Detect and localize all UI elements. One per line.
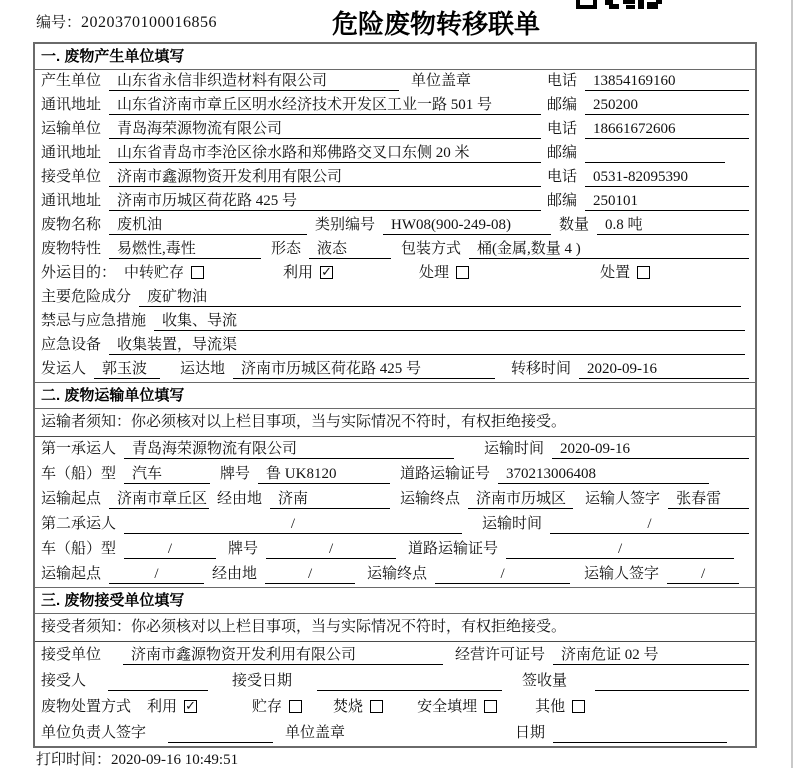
row-vehicle2 [35, 537, 755, 562]
checkbox-checked-icon: ✓ [321, 265, 332, 280]
transporter-notice: 运输者须知：你必须核对以上栏目事项，当与实际情况不符时，有权拒绝接受。 [35, 409, 755, 437]
hazard-field: 废矿物油 [139, 288, 741, 307]
waste-name-field: 废机油 [109, 216, 307, 235]
shipper-label: 发运人 [41, 361, 87, 377]
destination-label: 运达地 [180, 361, 226, 377]
vehicle1-field: 汽车 [124, 465, 210, 484]
form-field: 液态 [309, 240, 391, 259]
road-permit-label: 道路运输证号 [408, 541, 499, 557]
doc-number-value: 2020370100016856 [81, 14, 218, 31]
checkbox-icon [370, 700, 383, 713]
checkbox-label: 利用 [147, 699, 178, 715]
transfer-time-field: 2020-09-16 [579, 360, 749, 379]
zip-label: 邮编 [547, 145, 578, 161]
category-label: 类别编号 [315, 217, 376, 233]
receive-person-label: 接受人 [41, 673, 87, 689]
doc-number [36, 11, 217, 32]
carrier-sign2-field: / [667, 565, 739, 584]
endpoint-label: 运输终点 [367, 566, 428, 582]
checkbox-icon [637, 266, 650, 279]
producer-phone-field: 13854169160 [585, 72, 749, 91]
received-amount-label: 签收量 [522, 673, 568, 689]
checkbox-icon [484, 700, 497, 713]
unit-seal-label: 单位盖章 [285, 725, 346, 741]
row-waste-name [35, 214, 755, 238]
transport-time2-field: / [550, 515, 749, 534]
section2-header: 二. 废物运输单位填写 [35, 382, 755, 409]
checkbox-icon [572, 700, 585, 713]
row-receive-person [35, 668, 755, 694]
checkbox-label: 处置 [600, 265, 631, 281]
print-time-label: 打印时间： [36, 752, 112, 768]
destination-field: 济南市历城区荷花路 425 号 [233, 360, 495, 379]
endpoint2-field: / [435, 565, 570, 584]
carrier2-field: / [124, 515, 462, 534]
section1-header: 一. 废物产生单位填写 [35, 44, 755, 70]
taboo-label: 禁忌与应急措施 [41, 313, 147, 329]
qr-code-fragment-icon [576, 0, 662, 9]
license-label: 经营许可证号 [455, 647, 546, 663]
responsible-sign-field [168, 724, 273, 743]
checkbox-checked-icon: ✓ [185, 699, 196, 714]
seal-date-field [553, 724, 727, 743]
transporter-zip-field [585, 144, 725, 163]
road-permit1-field: 370213006408 [498, 465, 709, 484]
purpose-option-use [283, 264, 333, 283]
row-hazard [35, 286, 755, 310]
carrier-sign-label: 运输人签字 [584, 566, 660, 582]
receiver-address-field: 济南市历城区荷花路 425 号 [109, 192, 541, 211]
receive-date-label: 接受日期 [232, 673, 293, 689]
road-permit2-field: / [506, 540, 734, 559]
checkbox-icon [289, 700, 302, 713]
origin-label: 运输起点 [41, 566, 102, 582]
vehicle-type-label: 车（船）型 [41, 541, 117, 557]
packing-label: 包装方式 [401, 241, 462, 257]
checkbox-label: 中转贮存 [124, 265, 185, 281]
zip-label: 邮编 [547, 97, 578, 113]
plate-label: 牌号 [220, 466, 251, 482]
disposal-option-use [147, 698, 197, 717]
via2-field: / [265, 565, 355, 584]
receiver-phone-field: 0531-82095390 [585, 168, 749, 187]
plate2-field: / [266, 540, 396, 559]
transporter-address-field: 山东省青岛市李沧区徐水路和郑佛路交叉口东侧 20 米 [109, 144, 541, 163]
received-amount-field [595, 672, 749, 691]
road-permit-label: 道路运输证号 [400, 466, 491, 482]
origin2-field: / [109, 565, 204, 584]
shipper-field: 郭玉波 [94, 360, 160, 379]
disposal-option-storage [252, 698, 302, 717]
equipment-label: 应急设备 [41, 337, 102, 353]
endpoint-label: 运输终点 [400, 491, 461, 507]
waste-name-label: 废物名称 [41, 217, 102, 233]
receive-date-field [317, 672, 502, 691]
checkbox-icon [191, 266, 204, 279]
hazard-label: 主要危险成分 [41, 289, 132, 305]
quantity-label: 数量 [559, 217, 590, 233]
unit-seal-label: 单位盖章 [411, 73, 472, 89]
row-equipment [35, 334, 755, 358]
receive-unit-label: 接受单位 [41, 647, 102, 663]
checkbox-label: 焚烧 [333, 699, 364, 715]
checkbox-label: 其他 [535, 699, 566, 715]
purpose-label: 外运目的： [41, 265, 117, 281]
carrier1-label: 第一承运人 [41, 441, 117, 457]
plate1-field: 鲁 UK8120 [258, 465, 390, 484]
purpose-option-storage [124, 264, 204, 283]
receive-person-field [108, 672, 208, 691]
section-producer [35, 44, 755, 382]
row-transporter [35, 118, 755, 142]
via1-field: 济南 [270, 490, 390, 509]
page-edge-divider [791, 0, 793, 768]
page-title: 危险废物转移联单 [332, 9, 541, 39]
doc-number-label: 编号： [36, 15, 82, 31]
character-field: 易燃性,毒性 [109, 240, 261, 259]
section3-header: 三. 废物接受单位填写 [35, 587, 755, 614]
disposal-option-incineration [333, 698, 383, 717]
purpose-option-treat [419, 264, 469, 283]
print-time-value: 2020-09-16 10:49:51 [111, 752, 239, 768]
transporter-label: 运输单位 [41, 121, 102, 137]
row-carrier1 [35, 437, 755, 462]
checkbox-label: 处理 [419, 265, 450, 281]
address-label: 通讯地址 [41, 193, 102, 209]
checkbox-label: 安全填埋 [417, 699, 478, 715]
transport-time-label: 运输时间 [484, 441, 545, 457]
form-label: 形态 [271, 241, 302, 257]
disposal-option-other [535, 698, 585, 717]
responsible-sign-label: 单位负责人签字 [41, 725, 147, 741]
via-label: 经由地 [212, 566, 258, 582]
checkbox-label: 贮存 [252, 699, 283, 715]
row-producer-address [35, 94, 755, 118]
taboo-field: 收集、导流 [154, 312, 745, 331]
receive-unit-field: 济南市鑫源物资开发利用有限公司 [123, 646, 443, 665]
receiver-notice: 接受者须知：你必须核对以上栏目事项，当与实际情况不符时，有权拒绝接受。 [35, 614, 755, 642]
checkbox-icon [456, 266, 469, 279]
row-route2 [35, 562, 755, 587]
row-receive-unit [35, 642, 755, 668]
row-responsible-sign [35, 720, 755, 746]
row-route1 [35, 487, 755, 512]
carrier2-label: 第二承运人 [41, 516, 117, 532]
receiver-label: 接受单位 [41, 169, 102, 185]
character-label: 废物特性 [41, 241, 102, 257]
equipment-field: 收集装置，导流渠 [109, 336, 745, 355]
row-vehicle1 [35, 462, 755, 487]
transporter-phone-field: 18661672606 [585, 120, 749, 139]
transfer-time-label: 转移时间 [511, 361, 572, 377]
producer-address-field: 山东省济南市章丘区明水经济技术开发区工业一路 501 号 [109, 96, 541, 115]
via-label: 经由地 [217, 491, 263, 507]
carrier1-field: 青岛海荣源物流有限公司 [124, 440, 454, 459]
vehicle-type-label: 车（船）型 [41, 466, 117, 482]
row-taboo [35, 310, 755, 334]
row-producer [35, 70, 755, 94]
print-time [36, 748, 238, 768]
row-shipper [35, 358, 755, 382]
disposal-method-label: 废物处置方式 [41, 699, 132, 715]
checkbox-label: 利用 [283, 265, 314, 281]
section-transporter [35, 382, 755, 587]
transporter-field: 青岛海荣源物流有限公司 [109, 120, 541, 139]
row-transporter-address [35, 142, 755, 166]
origin1-field: 济南市章丘区 [109, 490, 209, 509]
row-receiver [35, 166, 755, 190]
origin-label: 运输起点 [41, 491, 102, 507]
purpose-option-dispose [600, 264, 650, 283]
address-label: 通讯地址 [41, 145, 102, 161]
row-purpose [35, 262, 755, 286]
zip-label: 邮编 [547, 193, 578, 209]
row-carrier2 [35, 512, 755, 537]
license-field: 济南危证 02 号 [553, 646, 749, 665]
manifest-form [33, 42, 757, 748]
category-field: HW08(900-249-08) [383, 216, 551, 235]
plate-label: 牌号 [228, 541, 259, 557]
address-label: 通讯地址 [41, 97, 102, 113]
producer-label: 产生单位 [41, 73, 102, 89]
producer-field: 山东省永信非织造材料有限公司 [109, 72, 399, 91]
phone-label: 电话 [547, 73, 578, 89]
row-waste-character [35, 238, 755, 262]
transport-time1-field: 2020-09-16 [552, 440, 749, 459]
packing-field: 桶(金属,数量 4 ) [469, 240, 749, 259]
carrier-sign-label: 运输人签字 [585, 491, 661, 507]
quantity-field: 0.8 吨 [597, 216, 749, 235]
phone-label: 电话 [547, 169, 578, 185]
section-receiver [35, 587, 755, 746]
carrier-sign1-field: 张春雷 [668, 490, 749, 509]
vehicle2-field: / [124, 540, 216, 559]
disposal-option-landfill [417, 698, 497, 717]
transport-time-label: 运输时间 [482, 516, 543, 532]
receiver-field: 济南市鑫源物资开发利用有限公司 [109, 168, 541, 187]
seal-date-label: 日期 [515, 725, 546, 741]
producer-zip-field: 250200 [585, 96, 749, 115]
endpoint1-field: 济南市历城区 [468, 490, 573, 509]
row-disposal-method [35, 694, 755, 720]
receiver-zip-field: 250101 [585, 192, 749, 211]
row-receiver-address [35, 190, 755, 214]
phone-label: 电话 [547, 121, 578, 137]
